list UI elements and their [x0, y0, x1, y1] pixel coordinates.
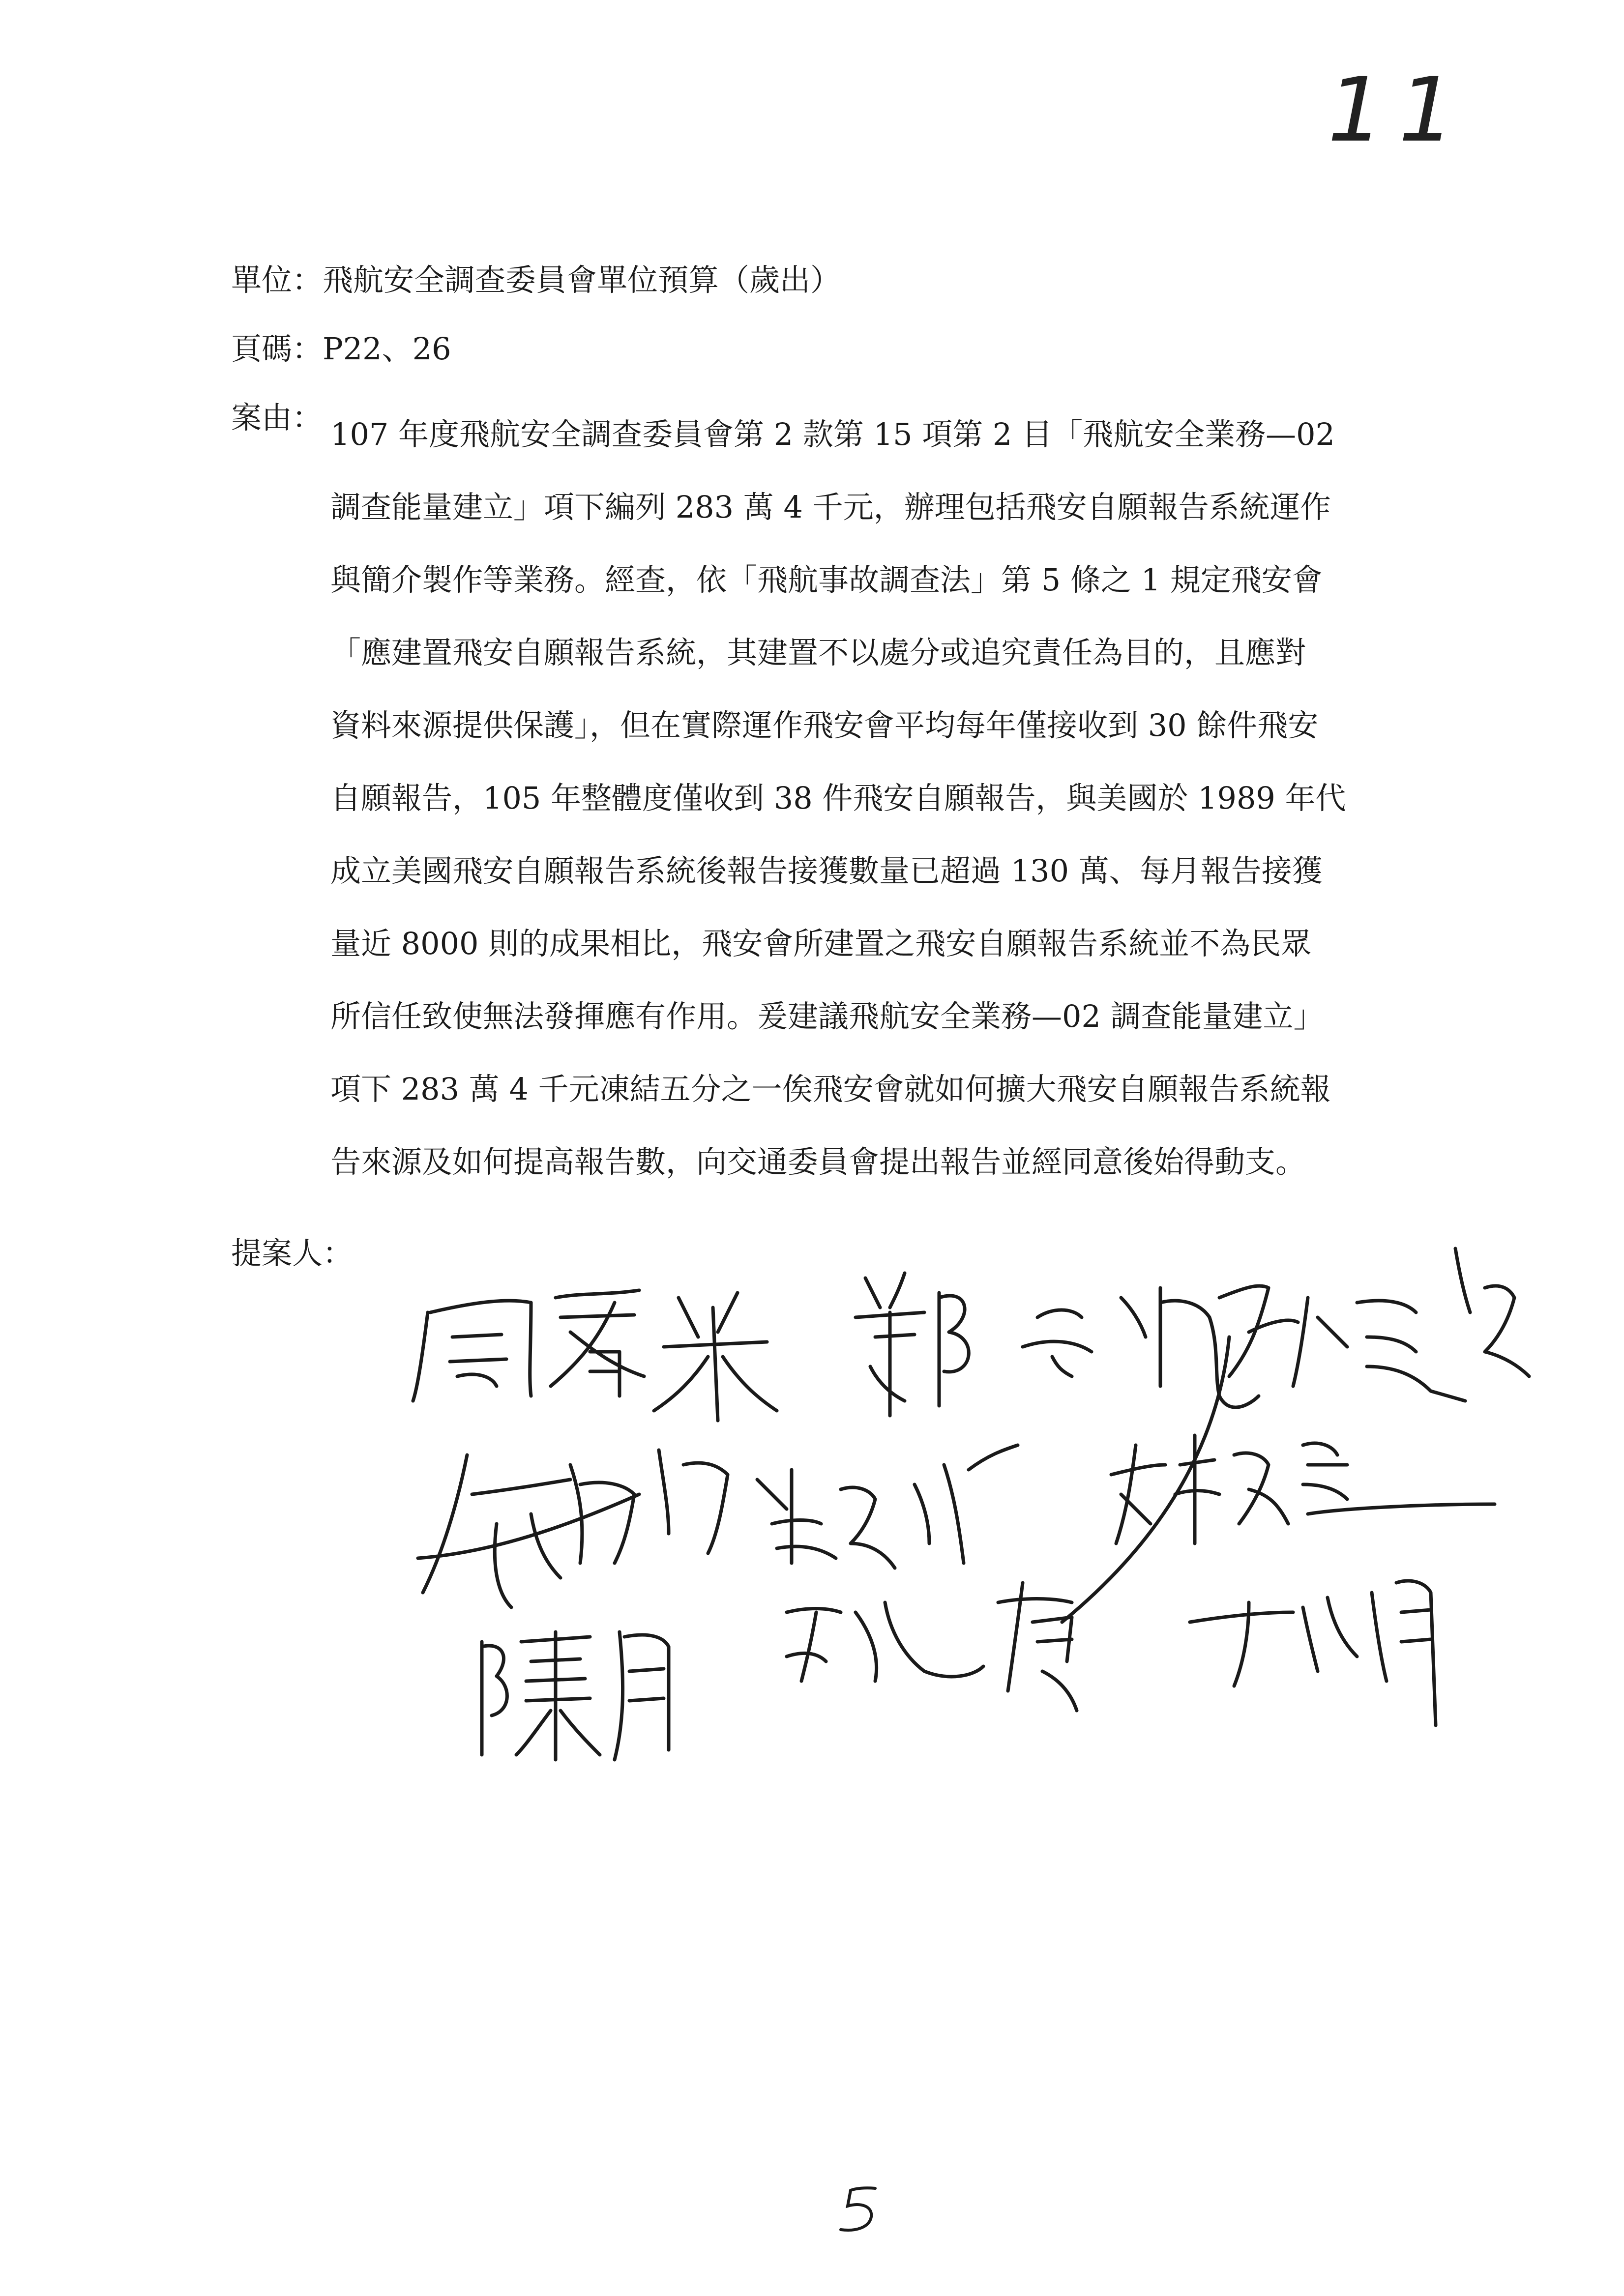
handwritten-signatures: [384, 1190, 1539, 1804]
signature-5: [757, 1445, 1018, 1568]
reason-label: 案由：: [231, 400, 323, 436]
reason-line: 與簡介製作等業務。經查，依「飛航事故調查法」第 5 條之 1 規定飛安會: [330, 562, 1323, 598]
unit-label: 單位：: [231, 262, 323, 298]
signature-2: [856, 1273, 1259, 1622]
page-row: [231, 329, 451, 369]
signature-3: [1219, 1249, 1529, 1401]
reason-line: 107 年度飛航安全調查委員會第 2 款第 15 項第 2 目「飛航安全業務—02: [330, 416, 1335, 452]
reason-line: 項下 283 萬 4 千元凍結五分之一俟飛安會就如何擴大飛安自願報告系統報: [330, 1071, 1331, 1107]
signature-1: [413, 1290, 777, 1421]
signature-6: [1111, 1435, 1495, 1543]
reason-line: 調查能量建立」項下編列 283 萬 4 千元，辦理包括飛安自願報告系統運作: [330, 489, 1331, 525]
page-label: 頁碼：: [231, 331, 323, 367]
reason-line: 量近 8000 則的成果相比，飛安會所建置之飛安自願報告系統並不為民眾: [330, 926, 1312, 961]
reason-line: 資料來源提供保護」，但在實際運作飛安會平均每年僅接收到 30 餘件飛安: [330, 707, 1319, 743]
handwritten-page-number: 11: [1328, 59, 1470, 162]
proposer-label: 提案人：: [231, 1235, 354, 1271]
reason-line: 「應建置飛安自願報告系統，其建置不以處分或追究責任為目的，且應對: [330, 635, 1306, 670]
reason-line: 告來源及如何提高報告數，向交通委員會提出報告並經同意後始得動支。: [330, 1144, 1306, 1180]
unit-value: 飛航安全調查委員會單位預算（歲出）: [323, 262, 841, 298]
signature-9: [1190, 1581, 1436, 1725]
handwritten-footer-page-number: [831, 2182, 890, 2237]
unit-row: [231, 261, 841, 300]
page-value: P22、26: [323, 331, 451, 367]
reason-line: 所信任致使無法發揮應有作用。爰建議飛航安全業務—02 調查能量建立」: [330, 998, 1324, 1034]
signature-4: [418, 1450, 728, 1607]
signature-8: [787, 1583, 1077, 1711]
reason-line: 自願報告，105 年整體度僅收到 38 件飛安自願報告，與美國於 1989 年代: [330, 780, 1346, 816]
signature-7: [482, 1632, 669, 1760]
reason-body: [330, 398, 1392, 1198]
reason-line: 成立美國飛安自願報告系統後報告接獲數量已超過 130 萬、每月報告接獲: [330, 853, 1323, 889]
